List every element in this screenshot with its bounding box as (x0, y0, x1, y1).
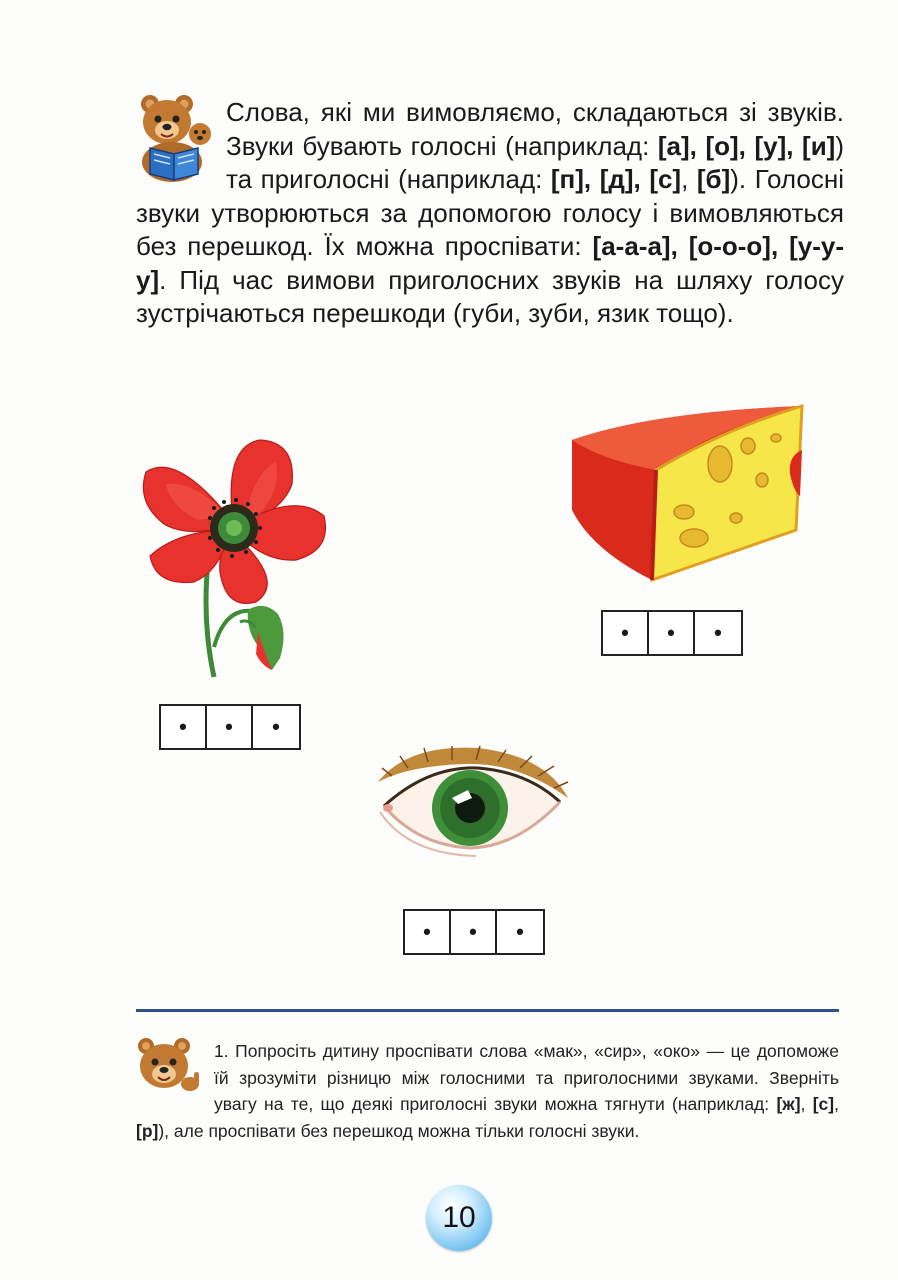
note-text-1: 1. Попросіть дитину проспівати слова «мак», «сир», «око» — це допоможе їй зрозуміти різницю між голосними та приголосними звуками. Зверніть увагу на те, що деякі приголосні звуки можна тягнути (наприклад: (214, 1041, 839, 1114)
sound-cell: • (516, 919, 524, 944)
intro-paragraph (136, 96, 844, 331)
intro-sep-3: , (786, 130, 803, 161)
consonant-s-note: [с] (812, 1094, 835, 1114)
sound-cell: • (405, 911, 451, 953)
sing-o: [о-о-о] (688, 231, 771, 261)
consonant-zh: [ж] (776, 1094, 801, 1114)
parent-note (136, 1038, 839, 1144)
intro-text-4: . Під час вимови приголосних звуків на шляху голосу зустрічаються перешкоди (губи, зуби, язик тощо). (136, 264, 844, 328)
intro-sep-1: , (689, 130, 706, 161)
sound-cell: • (451, 911, 497, 953)
vowel-u: [у] (754, 130, 787, 161)
intro-sep-6: , (681, 164, 697, 194)
cheese-wedge-image (562, 400, 812, 590)
sing-a: [а-а-а] (592, 231, 671, 261)
vowel-a: [а] (657, 130, 690, 161)
page-number-badge: 10 (426, 1185, 492, 1251)
vowel-y: [и] (802, 130, 836, 161)
poppy-flower-image (136, 432, 332, 682)
sing-u: [у-у-у] (136, 231, 844, 295)
sound-cell: • (714, 620, 722, 645)
intro-sep-5: , (633, 164, 650, 194)
sound-cell: • (207, 706, 253, 748)
consonant-d: [д] (599, 164, 634, 194)
vowel-o: [о] (705, 130, 739, 161)
consonant-s: [с] (649, 164, 682, 194)
intro-sep-7: , (670, 231, 689, 261)
intro-text-2: ) та приголосні (наприклад: (226, 130, 845, 194)
sound-cell: • (603, 612, 649, 654)
intro-sep-4: , (583, 164, 600, 194)
sound-cell: • (161, 706, 207, 748)
consonant-r: [р] (136, 1120, 159, 1141)
intro-sep-8: , (770, 231, 790, 261)
note-sep-1: , (800, 1094, 813, 1114)
sound-boxes-poppy (159, 704, 301, 750)
sound-boxes-eye (403, 909, 545, 955)
sound-cell: • (649, 612, 695, 654)
sound-boxes-cheese (601, 610, 743, 656)
intro-text-1: Слова, які ми вимовляємо, складаються зі звуків. Звуки бувають голосні (наприклад: (226, 97, 844, 161)
consonant-b: [б] (696, 164, 731, 194)
sound-cell: • (272, 714, 280, 739)
intro-sep-2: , (738, 130, 755, 161)
intro-text-3: ). Голосні звуки утворюються за допомогою голосу і вимовляються без перешкод. Їх можна проспівати: (136, 164, 844, 261)
note-text-2: ), але проспівати без перешкод можна тільки голосні звуки. (158, 1120, 640, 1141)
eye-image (368, 742, 574, 860)
consonant-p: [п] (550, 164, 584, 194)
note-sep-2: , (834, 1094, 839, 1114)
section-divider (136, 1009, 839, 1012)
